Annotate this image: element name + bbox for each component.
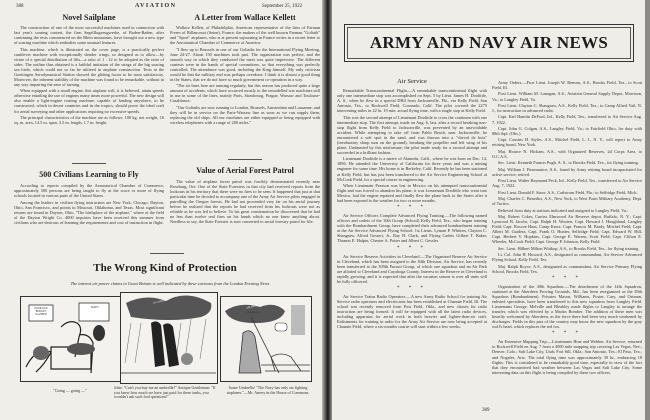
paragraph: According to reports compiled by the Aeronautical Chamber of Commerce, approximately 500 persons are being taught to fly at the score or more of flying schools located in various parts of the United States.: [14, 183, 164, 199]
paragraph: Capt. John G. Colgan, A.S., Langley Field, Va.; to Fairfield Ohio, for duty with 88th Sqd. (Obs.).: [492, 125, 642, 136]
paragraph: Sec. Lieut. Kenneth Francis Pugh, A. S., to Brooks Field, Tex., for flying training.: [498, 160, 639, 166]
article-body: [14, 183, 164, 251]
divider: [72, 163, 106, 164]
page-number: 388: [16, 4, 24, 9]
sign-text: TAXES: [90, 306, 99, 309]
article-title: 500 Civilians Learning to Fly: [39, 170, 139, 179]
divider: [150, 253, 184, 254]
article-civilians-learning: [14, 170, 164, 251]
cartoon-caption: John: "Can't you buy me an umbrella?" Antique Gentleman: "If you knew how much we have just paid for these tanks, you wouldn't ask such fool questions!": [114, 385, 216, 400]
section-title: Air Service: [397, 78, 427, 85]
cartoon-caption: "Going — going —": [53, 388, 87, 393]
paragraph: Maj. Robert Coker, Curtiss Elmwood Air Reserve depot, Buffalo, N. Y.; Capt. Lynwood B. Jacobs, Capt. Ralph H. Wooten, Capt. Howard J. Houghland, Langley Field; Capt. Roscoe Haas, Camp Knox; Capt. Francis M. Brady, Mitchel Field; Capt. Albert M. Guidera, Capt. Frank O. Hunter, Selfridge Field; Capt. Edward W. Hill, Capt. Herbert V. Hopkins, Capt. George E. Warren, Scott Field; Capt. Clifton E. Wheeler, McCook Field; Capt. George P. Johnson, Kelly Field.: [492, 214, 642, 245]
paragraph: Wallace Kellett, of Philadelphia, American representative of the firm of Farman Freres of Billancourt (Seine), France, the makers of the well known Farman "Goliath" and "Sport" airplanes, who is at present sojourning in France writes in a recent letter to the Aeronautical Chamber of Commerce of America:: [170, 25, 320, 46]
right-page: [332, 0, 650, 420]
paragraph: Air Service Trains Radio Operators.—A new Army Radio School for training Air Service radio operators and electricians has been established at Chanute Field, Ill. The school was recently removed from Post Field, Okla., and new classes for radio instruction are being formed. It will be equipped with all the latest radio devices, including apparatus for aerial work in both heavier and lighter-than-air craft. Enlistments for training in radio for the Army Air Service are now being accepted at Chanute Field, where a six-months course will start within a few weeks.: [337, 293, 487, 330]
section-separator: * * *: [552, 331, 582, 337]
divider: [228, 159, 262, 160]
article-forest-patrol: [170, 166, 320, 254]
article-body: [170, 25, 320, 160]
paragraph: This was the second attempt of Lieutenant Doolittle to cross the continent with one intermediate stop. The first attempt, made on Aug. 6, last, after a record breaking non-stop flight from Kelly Field to Jacksonville, was prevented by an unavoidable accident. While attempting to take off from Pablo Beach, near Jacksonville, he encountered a soft spot in the sand, and was thrown into a "cheval de bois" (involuntary sharp turn on the ground), breaking the propeller and left wing of his plane. Undaunted by this misfortune, the pilot made ready for a second attempt and succeeded in a brilliant fashion.: [337, 114, 487, 155]
paragraph: Organization of the 49th Squadron.—The detachment of the 14th Squadron, stationed at the Aberdeen Proving Grounds, Md., has been reorganized as the 49th Squadron (Bombardment). Privates Mason, Williams, Foster, Cary, and Ostman, enlisted specialists, have been transferred to this new squadron from Langley Field. Lieutenants George, Melville and Bleakley made flights to Langley to arrange the transfer, which was effected by a Martin Bomber. The addition of these men was heartily welcomed by Aberdeen, as the force there had been very much weakened by discharges. Fields in this part of the country may know the new squadron by the gray wolf's head, which replaces the red fox.: [492, 283, 642, 330]
paragraph: An Extensive Mapping Trip.—Lieutenants Hine and Webber, Air Service, returned to Rockwell Field on Aug. 7 from a 4000 mile mapping trip covering Las Vegas, Nev.; Denver, Colo.; Salt Lake City, Utah; Fort Sill, Okla.; San Antonio, Tex.; El Paso, Tex.; and Nogales, Ariz. The total flying time was approximately 39 hr., embracing 18 flights. This is considered to be remarkably good time, especially in view of the fact that they encountered bad weather between Las Vegas and Salt Lake City. Some interesting data on this flight is being compiled by these two officers.: [492, 339, 642, 375]
section-separator: * * *: [397, 205, 427, 211]
article-title: Novel Sailplane: [62, 13, 116, 22]
paragraph: The construction of one of the most successful machines used in connection with last year's soaring contest, the firm Segelflugzeugwerke, of Baden-Baden, after continuing the tests commenced on the Rhön mountains, have brought out a new type of soaring machine which embodies some unusual features.: [14, 25, 164, 46]
cartoon-panel-3: [220, 296, 312, 382]
article-title: Value of Aerial Forest Patrol: [196, 166, 294, 175]
paragraph: The value of airplane forest patrol was forcibly demonstrated recently near Roseburg, Ore. One of the State Foresters in that city had received reports from the lookouts in his territory that there were no fires to be seen. It happened that just at that particular time he decided to accompany one of the Army Air Service pilots engaged in patrolling the Oregon forests. He had not proceeded very far on his aerial journey before he realized that the reports he had received from his lookouts were not as reliable as he was led to believe. To his great consternation he discovered that he had no less than twelve real fires on his hands which no one knew anything about. Needless to say, the State Forester is now converted to aerial forestry patrol for life.: [170, 179, 320, 225]
paragraph: Maj. Charles C. Benedict, A.S., New York, to West Point Military Academy, Dept. of Tactics.: [492, 196, 642, 207]
cartoon-caption: Some Umbrella! "The Navy has only six fighting airplanes."—Mr. Amery in the House of Commons.: [226, 385, 310, 395]
paragraph: First Lieut. Walter Raymond Peck, Inf., Kelly Field, Tex., transferred to Air Service Aug. 7, 1922.: [492, 178, 642, 189]
paragraph: Capt. Earl Hamlin DeFord, Inf., Kelly Field, Tex.; transferred to Air Service Aug. 7, 1922.: [492, 114, 642, 125]
paragraph: Sec. Lieut. Hilbert Milton Wittkop, A.S., to Brooks Field, Tex., for flying training.: [498, 245, 640, 251]
paragraph: First Lieut. William M. Lanagan, A.S., Aviation General Supply Depot, Morrison, Va.; to Langley Field, Va.: [492, 91, 642, 102]
article-body: [337, 88, 487, 406]
paragraph: Capt. Cousins H. Styles, A.S., Mitchel Field, L. I., N. Y., will report to Army retiring board, New York.: [492, 137, 642, 148]
section-separator: * * *: [552, 275, 582, 281]
cartoon-subtitle: The interest air power claims in Great Britain is well indicated by these cartoons from the London Evening News: [70, 281, 270, 286]
paragraph: Air Service Officers Complete Advanced Flying Training.—The following named officers and cadets of the 10th Group (School) Kelly Field, Tex., who began training with the Bombardment Group, have completed their advanced bombardment training at the Air Service Advanced Flying School: 1st Lieuts. Lyman P. Whitten, Clayton C. Shangraw, Alfred Gessert, Jr., Ray H. Clark, and Flying Cadets Gilbert T. Baker, Thomas E. Halpin, Chester A. Potter and Albert C. Gessler.: [337, 213, 487, 244]
cloud-label: NO AIRSHIPS: [152, 298, 170, 305]
paragraph: Among the leaders in civilian flying instruction are New York, Chicago, Dayton, Ohio, San Francisco, and points in Missouri, Oklahoma, and Texas. Most significant returns are found in Dayton, Ohio, "The birthplace of the airplane," where at the field of the Dayton Wright Co. 4000 inquiries have been received this summer from civilians who are desirous of learning the requirements and cost of instruction in flight.: [14, 199, 164, 225]
paragraph: This machine, which is illustrated on the cover page, is a practically perfect cantilever machine with exceptionally slender wings, so designed as to allow—by virtue of a special distribution of lifts—a ratio of 1 : 12 to be adopted as the ratio of sides. The outline thus obtained is a faithful imitation of the wings of the big soaring sea birds, which could not so far be utilized in airplane construction. Tests at the Goettingen Aerodynamical Station showed the gliding factor to be most satisfactory. Moreover, the inherent stability of the machine was found to be remarkable, without in any way impairing the ease of turning.: [14, 46, 164, 87]
page-number: 389: [482, 408, 490, 413]
paragraph: Maj. William J. Fitzmaurice, A.S., found by Army retiring board incapacitated for active service; retired.: [492, 166, 642, 177]
article-body: [492, 80, 642, 404]
article-body: [170, 179, 320, 254]
magazine-title: AVIATION: [135, 3, 177, 9]
cloud-label: AIR MENACE: [245, 303, 263, 310]
article-novel-sailplane: [14, 13, 164, 170]
paragraph: "Our Goliaths are now running to London, Brussels, Amsterdam and Lausanne, and they will be in service on the Paris-Warsaw line as soon as we can supply them, replacing the old ships. All our machines are either equipped or being equipped with wireless telephones with a range of 200 miles.": [170, 104, 320, 126]
paragraph: The principal characteristics of the machine are as follows: 100 kg. net weight, 16 sq. m. area, 14.5 m. span, 3.5 m. length, 1.7 m. height.: [14, 114, 164, 126]
air-service-column-2: [492, 80, 642, 404]
section-banner: ARMY AND NAVY AIR NEWS: [344, 24, 634, 62]
paragraph: When equipped with a small engine, this airplane will, it is believed, attain speeds otherwise entailing the use of engines many times more powerful. The new design will also enable a light-engine touring machine, capable of landing anywhere, to be constructed, which in desert countries and in the tropics, should prove the ideal craft for aerial surveying and other applications requiring no excessive speeds.: [14, 88, 164, 114]
paragraph: Remarkable Transcontinental Flight.—A remarkable transcontinental flight with only one intermediate stop was accomplished on Sept. 5 by Lieut. James H. Doolittle, A. S., when he flew in a special DH4 from Jacksonville, Fla., via Kelly Field, San Antonio, Tex., to Rockwell Field, Coronado, Calif. The pilot covered the 2275 intervening miles in 22 hr. 19 min. actual flying time, with a single stop at Kelly Field.: [337, 88, 487, 114]
section-separator: * * *: [397, 245, 427, 251]
cartoon-panel-1: [20, 296, 121, 382]
paragraph: Air Service Reserve Activities in Cleveland.—The Organized Reserve Air Service in Cleveland, which has been assigned to the 84th Division, Air Service, has recently been transferred to the 309th Pursuit Group, of which one squadron and an Air Park are allotted to Cleveland and Cuyahoga County. Interest in the Reserve in Cleveland is rapidly growing, and it is expected that after the vacation season is over all units will be fully officered.: [337, 253, 487, 284]
sign-text: POOR OLD BUDGET SLASHED: [34, 307, 48, 316]
paragraph: Relieved from duty at stations indicated and assigned to Langley Field, Va.:: [498, 207, 629, 213]
paragraph: When Lieutenant Pearson was lost in Mexico on his attempted transcontinental flight and was forced to abandon his plane, it was Lieutenant Doolittle who went into Mexico, had the engine repaired and finally flew the plane back to the States after it had been exposed to the weather for two or more months.: [337, 183, 487, 204]
paragraph: Lt. Col. John H. Howard, A.S., designated as commandant, Air Service Advanced Flying School, Kelly Field, Tex.: [492, 252, 642, 263]
paragraph: "The air lines here are running regularly, but this season has produced quite a large amount of accidents, which have occurred mostly to the remodelled war machines still in use in some of the lines, mainly Paris, Strasbourg, Prague, Warsaw and Toulouse-Casablanca.: [170, 83, 320, 104]
speech-bubble: UMBRELLA: [246, 311, 260, 314]
paragraph: Lieutenant Doolittle is a native of Alameda, Calif., where he was born on Dec. 14, 1896. He attended the University of California for three years and was a mining engineer for some time. His home is in Berkeley, Calif. Recently he has been stationed at Kelly Field, but has just been transferred to the Air Service Engineering School at McCook Field, for a special course in engineering.: [337, 156, 487, 182]
book-gutter: [322, 0, 332, 420]
paragraph: Maj. Horace N. Hickam, A.S., with Organized Reserves, 2d Corps Area, to O.C.A.S.: [492, 148, 642, 159]
issue-date: September 25, 1922: [262, 4, 303, 9]
article-title: A Letter from Wallace Kellett: [194, 13, 296, 22]
paragraph: First Lieut. Donald F. Stace, A.S., Carlstrom Field, Fla.; to Selfridge Field, Mich.: [498, 189, 638, 195]
air-service-column-1: [337, 78, 487, 406]
paragraph: Army Orders.—First Lieut. Joseph W. Benson, A.S., Brooks Field, Tex., to Scott Field, Ill.: [492, 80, 642, 91]
paragraph: Maj. Ralph Royce, A.S., designated as commandant, Air Service Primary Flying School, Brooks Field, Tex.: [492, 263, 642, 274]
page-edge: [645, 0, 650, 420]
article-letter-kellett: [170, 13, 320, 160]
paragraph: "I flew up to Brussels in one of our Goliaths for the International Flying Meeting, June 24-27. About 150 machines took part. The organization was perfect, and the smooth way in which they conducted the meet was quite impressive. The different contests were in the hands of special committees, so that everything was perfectly controlled. The attendance was good, including the King himself. My only criticism would be that the military end was perhaps overdone. I think it is almost a good thing in the States, that we do not have so much government co-operation in a way.: [170, 46, 320, 82]
section-separator: * * *: [397, 285, 427, 291]
paragraph: First Lieut. Clayton C. Shangraw, A.S., Kelly Field, Tex.; to Camp Alfred Vail, N. J., for instruction in advanced radio.: [492, 102, 642, 114]
article-title: The Wrong Kind of Protection: [93, 262, 237, 274]
article-body: [14, 25, 164, 170]
